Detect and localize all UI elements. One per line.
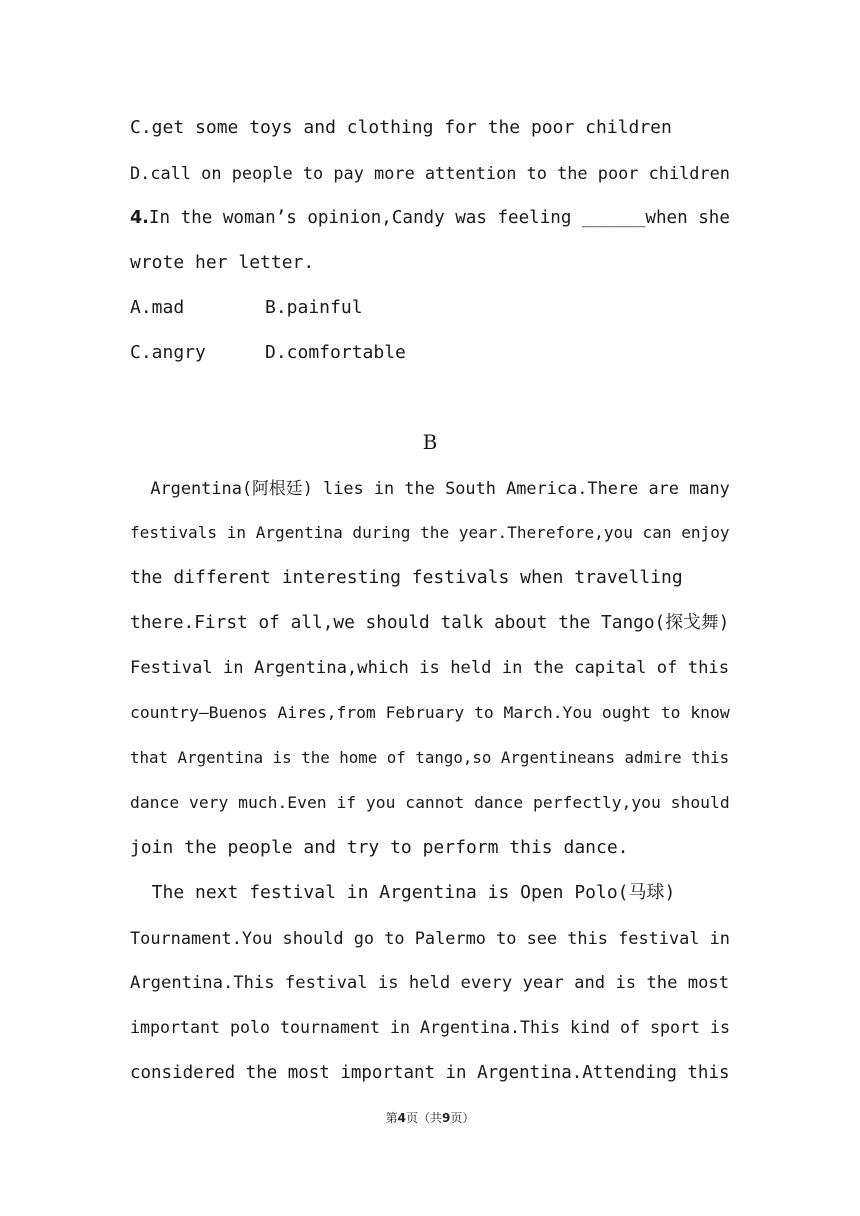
page-footer bbox=[0, 1110, 860, 1126]
paragraph-line: Tournament.You should go to Palermo to see this festival in bbox=[130, 928, 730, 948]
footer-middle: 页（共 bbox=[405, 1111, 442, 1125]
question-4-line2: wrote her letter. bbox=[130, 252, 315, 273]
paragraph-line: the different interesting festivals when travelling bbox=[130, 567, 683, 588]
option-d-q3: D.call on people to pay more attention to the poor children bbox=[130, 163, 730, 183]
paragraph-line: join the people and try to perform this dance. bbox=[130, 837, 629, 858]
paragraph-line: Festival in Argentina,which is held in the capital of this bbox=[130, 658, 730, 678]
footer-page-number: 4 bbox=[397, 1111, 406, 1125]
option-c-q4: C.angry bbox=[130, 342, 206, 363]
paragraph-line: Argentina.This festival is held every year and is the most bbox=[130, 973, 730, 993]
footer-prefix: 第 bbox=[385, 1111, 398, 1125]
paragraph-line: there.First of all,we should talk about the Tango(探戈舞) bbox=[130, 612, 730, 633]
paragraph-line: country—Buenos Aires,from February to March.You ought to know bbox=[130, 703, 730, 722]
footer-suffix: 页） bbox=[450, 1111, 475, 1125]
option-a-q4: A.mad bbox=[130, 297, 185, 318]
paragraph-line: dance very much.Even if you cannot dance perfectly,you should bbox=[130, 793, 730, 812]
paragraph-line: important polo tournament in Argentina.This kind of sport is bbox=[130, 1018, 730, 1037]
option-c-q3: C.get some toys and clothing for the poor children bbox=[130, 117, 672, 138]
footer-total-pages: 9 bbox=[442, 1111, 451, 1125]
question-4-number: 4. bbox=[130, 208, 149, 228]
question-4-text: In the woman’s opinion,Candy was feeling ______when she bbox=[148, 208, 730, 228]
paragraph-line: Argentina(阿根廷) lies in the South America.There are many bbox=[130, 478, 730, 498]
paragraph-line: festivals in Argentina during the year.Therefore,you can enjoy bbox=[130, 523, 730, 542]
option-b-q4: B.painful bbox=[265, 297, 363, 318]
paragraph-line: that Argentina is the home of tango,so Argentineans admire this bbox=[130, 748, 730, 767]
section-heading: B bbox=[422, 430, 438, 454]
option-d-q4: D.comfortable bbox=[265, 342, 406, 363]
question-4-line1 bbox=[130, 207, 730, 229]
paragraph-line: The next festival in Argentina is Open Polo(马球) bbox=[130, 882, 676, 903]
paragraph-line: considered the most important in Argentina.Attending this bbox=[130, 1063, 730, 1083]
